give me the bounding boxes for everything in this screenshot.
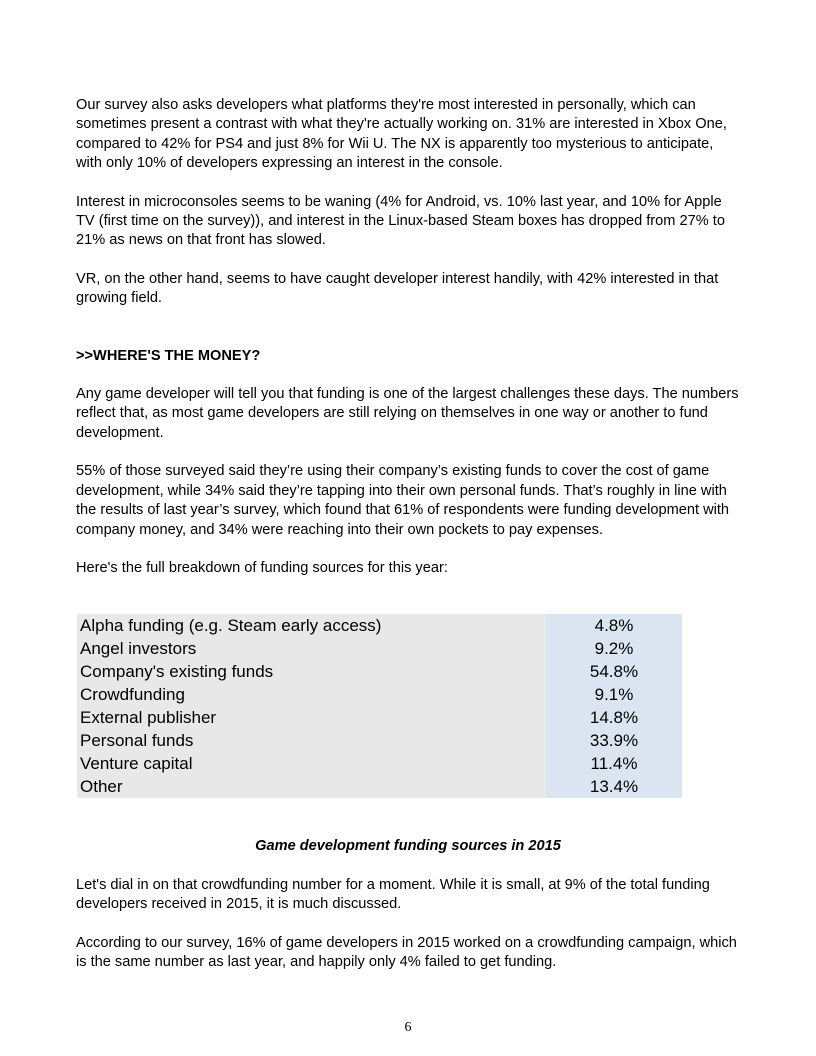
funding-sources-table (77, 614, 682, 798)
table-row (77, 637, 682, 660)
funding-source-label: Company's existing funds (77, 660, 546, 683)
paragraph-funding-details: 55% of those surveyed said they’re using their company’s existing funds to cover the cost of game development, while 34% said they’re tapping into their own personal funds. That’s roughly in line with the results of last year’s survey, which found that 61% of respondents were funding development with company money, and 34% were reaching into their own pockets to pay expenses. (76, 463, 730, 538)
funding-source-label: External publisher (77, 706, 546, 729)
funding-source-value: 14.8% (546, 706, 682, 729)
table-caption: Game development funding sources in 2015 (255, 838, 561, 854)
funding-source-value: 4.8% (546, 614, 682, 637)
table-row (77, 752, 682, 775)
table-row (77, 706, 682, 729)
table-row (77, 614, 682, 637)
page-number: 6 (404, 1020, 412, 1032)
funding-source-label: Angel investors (77, 637, 546, 660)
table-row (77, 775, 682, 798)
funding-source-value: 9.1% (546, 683, 682, 706)
paragraph-funding-intro: Any game developer will tell you that funding is one of the largest challenges these days. The numbers reflect that, as most game developers are still relying on themselves in one way or another to fund development. (76, 386, 739, 441)
paragraph-crowdfunding-survey: According to our survey, 16% of game developers in 2015 worked on a crowdfunding campaign, which is the same number as last year, and happily only 4% failed to get funding. (76, 934, 737, 971)
section-heading: >>WHERE'S THE MONEY? (76, 347, 261, 364)
table-row (77, 729, 682, 752)
paragraph-microconsoles: Interest in microconsoles seems to be waning (4% for Android, vs. 10% last year, and 10% for Apple TV (first time on the survey)), and interest in the Linux-based Steam boxes has dropped from 27% to 21% as news on that front has slowed. (76, 193, 725, 249)
funding-source-value: 11.4% (546, 752, 682, 775)
paragraph-vr: VR, on the other hand, seems to have caught developer interest handily, with 42% interested in that growing field. (76, 270, 719, 307)
page-body (76, 96, 742, 578)
funding-source-value: 33.9% (546, 729, 682, 752)
page-body-continued (76, 876, 742, 973)
table-row (77, 660, 682, 683)
funding-source-label: Other (77, 775, 546, 798)
funding-source-label: Crowdfunding (77, 683, 546, 706)
table-row (77, 683, 682, 706)
paragraph-crowdfunding-intro: Let's dial in on that crowdfunding number for a moment. While it is small, at 9% of the total funding developers received in 2015, it is much discussed. (76, 877, 710, 913)
paragraph-breakdown-lead: Here's the full breakdown of funding sources for this year: (76, 559, 448, 576)
funding-source-value: 54.8% (546, 660, 682, 683)
funding-source-value: 9.2% (546, 637, 682, 660)
funding-source-value: 13.4% (546, 775, 682, 798)
paragraph-platform-interest: Our survey also asks developers what platforms they're most interested in personally, which can sometimes present a contrast with what they're actually working on. 31% are interested in Xbox One, compared to 42% for PS4 and just 8% for Wii U. The NX is apparently too mysterious to anticipate, with only 10% of developers expressing an interest in the console. (76, 97, 727, 172)
funding-source-label: Alpha funding (e.g. Steam early access) (77, 614, 546, 637)
funding-source-label: Venture capital (77, 752, 546, 775)
funding-source-label: Personal funds (77, 729, 546, 752)
